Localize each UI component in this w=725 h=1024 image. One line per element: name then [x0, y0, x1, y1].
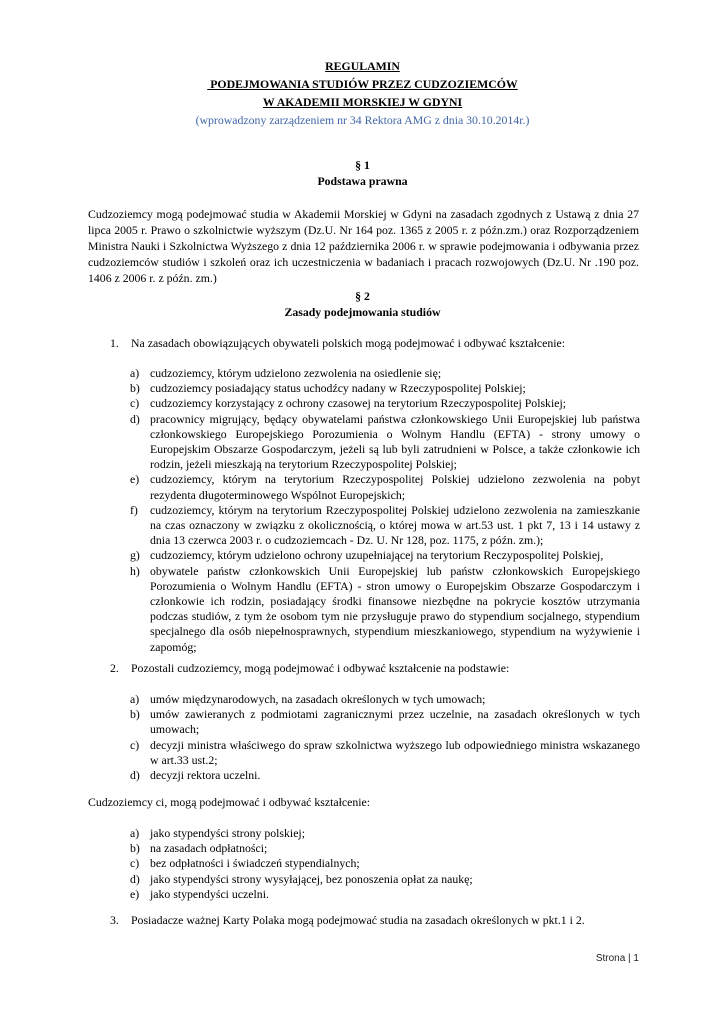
list-item: a) umów międzynarodowych, na zasadach określonych w tych umowach;	[130, 692, 486, 706]
list-item: a) jako stypendyści strony polskiej;	[130, 826, 305, 840]
title-line-2: PODEJMOWANIA STUDIÓW PRZEZ CUDZOZIEMCÓW	[207, 77, 518, 91]
item-text: Posiadacze ważnej Karty Polaka mogą podejmować studia na zasadach określonych w pkt.1 i 2.	[131, 913, 585, 927]
list-item: e) cudzoziemcy, którym na terytorium Rzeczypospolitej Polskiej udzielono zezwolenia na pobyt rezydenta długoterminowego Wspólnot Europejskich;	[130, 472, 640, 502]
list-item: c) decyzji ministra właściwego do spraw szkolnictwa wyższego lub odpowiedniego ministra wskazanego w art.33 ust.2;	[130, 737, 640, 767]
section-1-text: Cudzoziemcy mogą podejmować studia w Akademii Morskiej w Gdyni na zasadach zgodnych z Ustawą z dnia 27 lipca 2005 r. Prawo o szkolnictwie wyższym (Dz.U. Nr 164 poz. 1365 z 2005 r. z późn.zm.) oraz Rozporządzeniem Ministra Nauki i Szkolnictwa Wyższego z dnia 12 października 2006 r. w sprawie podejmowania i odbywania przez cudzoziemców studiów i szkoleń oraz ich uczestniczenia w badaniach i pracach rozwojowych (Dz.U. Nr .190 poz. 1406 z 2006 r. z późn. zm.)	[88, 207, 639, 285]
item-number: 1.	[110, 336, 119, 350]
list-item: b) cudzoziemcy posiadający status uchodźcy nadany w Rzeczypospolitej Polskiej;	[130, 381, 526, 396]
document-title-block	[0, 57, 725, 129]
list-item: g) cudzoziemcy, którym udzielono ochrony uzupełniającej na terytorium Reczypospolitej Polskiej,	[130, 548, 604, 563]
item-number: 3.	[110, 913, 119, 927]
page-number-footer: Strona | 1	[595, 953, 639, 964]
item-number: 2.	[110, 661, 119, 675]
list-item: e) jako stypendyści uczelni.	[130, 886, 269, 901]
title-subtitle: (wprowadzony zarządzeniem nr 34 Rektora AMG z dnia 30.10.2014r.)	[195, 113, 530, 127]
list-item: b) umów zawieranych z podmiotami zagranicznymi przez uczelnie, na zasadach określonych w tych umowach;	[130, 707, 640, 737]
list-item: a) cudzoziemcy, którym udzielono zezwolenia na osiedlenie się;	[130, 366, 442, 380]
section-1-heading: Podstawa prawna	[317, 174, 408, 188]
list-item: f) cudzoziemcy, którym na terytorium Rzeczypospolitej Polskiej udzielono zezwolenia na zamieszkanie na czas oznaczony w związku z okolicznością, o której mowa w art.53 ust. 1 pkt 7, 13 i 14 ustawy z dnia 13 czerwca 2003 r. o cudzoziemcach - Dz. U. Nr 128, poz. 1175, z późn. zm.);	[130, 502, 640, 548]
list-item: d) pracownicy migrujący, będący obywatelami państwa członkowskiego Unii Europejskiej lub państwa członkowskiego Europejskiego Porozumienia o Wolnym Handlu (EFTA) - strony umowy o Europejskim Obszarze Gospodarczym, jeżeli są lub byli zatrudnieni w Polsce, a także członkowie ich rodzin, jeżeli mieszkają na terytorium Rzeczypospolitej Polskiej;	[130, 411, 640, 472]
list-item: d) decyzji rektora uczelni.	[130, 768, 261, 783]
item-text: Pozostali cudzoziemcy, mogą podejmować i odbywać kształcenie na podstawie:	[131, 661, 510, 675]
list-item: d) jako stypendyści strony wysyłającej, bez ponoszenia opłat za naukę;	[130, 871, 473, 886]
item-text: Na zasadach obowiązujących obywateli polskich mogą podejmować i odbywać kształcenie:	[131, 336, 566, 350]
section-2-number: § 2	[355, 289, 370, 303]
title-line-1: REGULAMIN	[325, 59, 400, 73]
list-item: c) cudzoziemcy korzystający z ochrony czasowej na terytorium Rzeczypospolitej Polskiej;	[130, 396, 567, 411]
item-2-sublist	[130, 692, 640, 783]
paragraph-others-sublist	[130, 826, 640, 902]
section-2-heading: Zasady podejmowania studiów	[284, 305, 441, 319]
list-item: b) na zasadach odpłatności;	[130, 841, 268, 856]
item-1-sublist	[130, 366, 640, 655]
paragraph-others: Cudzoziemcy ci, mogą podejmować i odbywać kształcenie:	[88, 795, 371, 809]
section-1-number: § 1	[355, 158, 370, 172]
title-line-3: W AKADEMII MORSKIEJ W GDYNI	[262, 95, 463, 109]
list-item: h) obywatele państw członkowskich Unii Europejskiej lub państw członkowskich Europejskiego Porozumienia o Wolnym Handlu (EFTA) - stron umowy o Europejskim Obszarze Gospodarczym i członkowie ich rodzin, posiadający środki finansowe niezbędne na pokrycie kosztów utrzymania podczas studiów, z tym że osobom tym nie przysługuje prawo do stypendium socjalnego, stypendium specjalnego dla osób niepełnosprawnych, stypendium mieszkaniowego, stypendium na wyżywienie i zapomóg;	[130, 563, 640, 654]
list-item: c) bez odpłatności i świadczeń stypendialnych;	[130, 856, 360, 871]
